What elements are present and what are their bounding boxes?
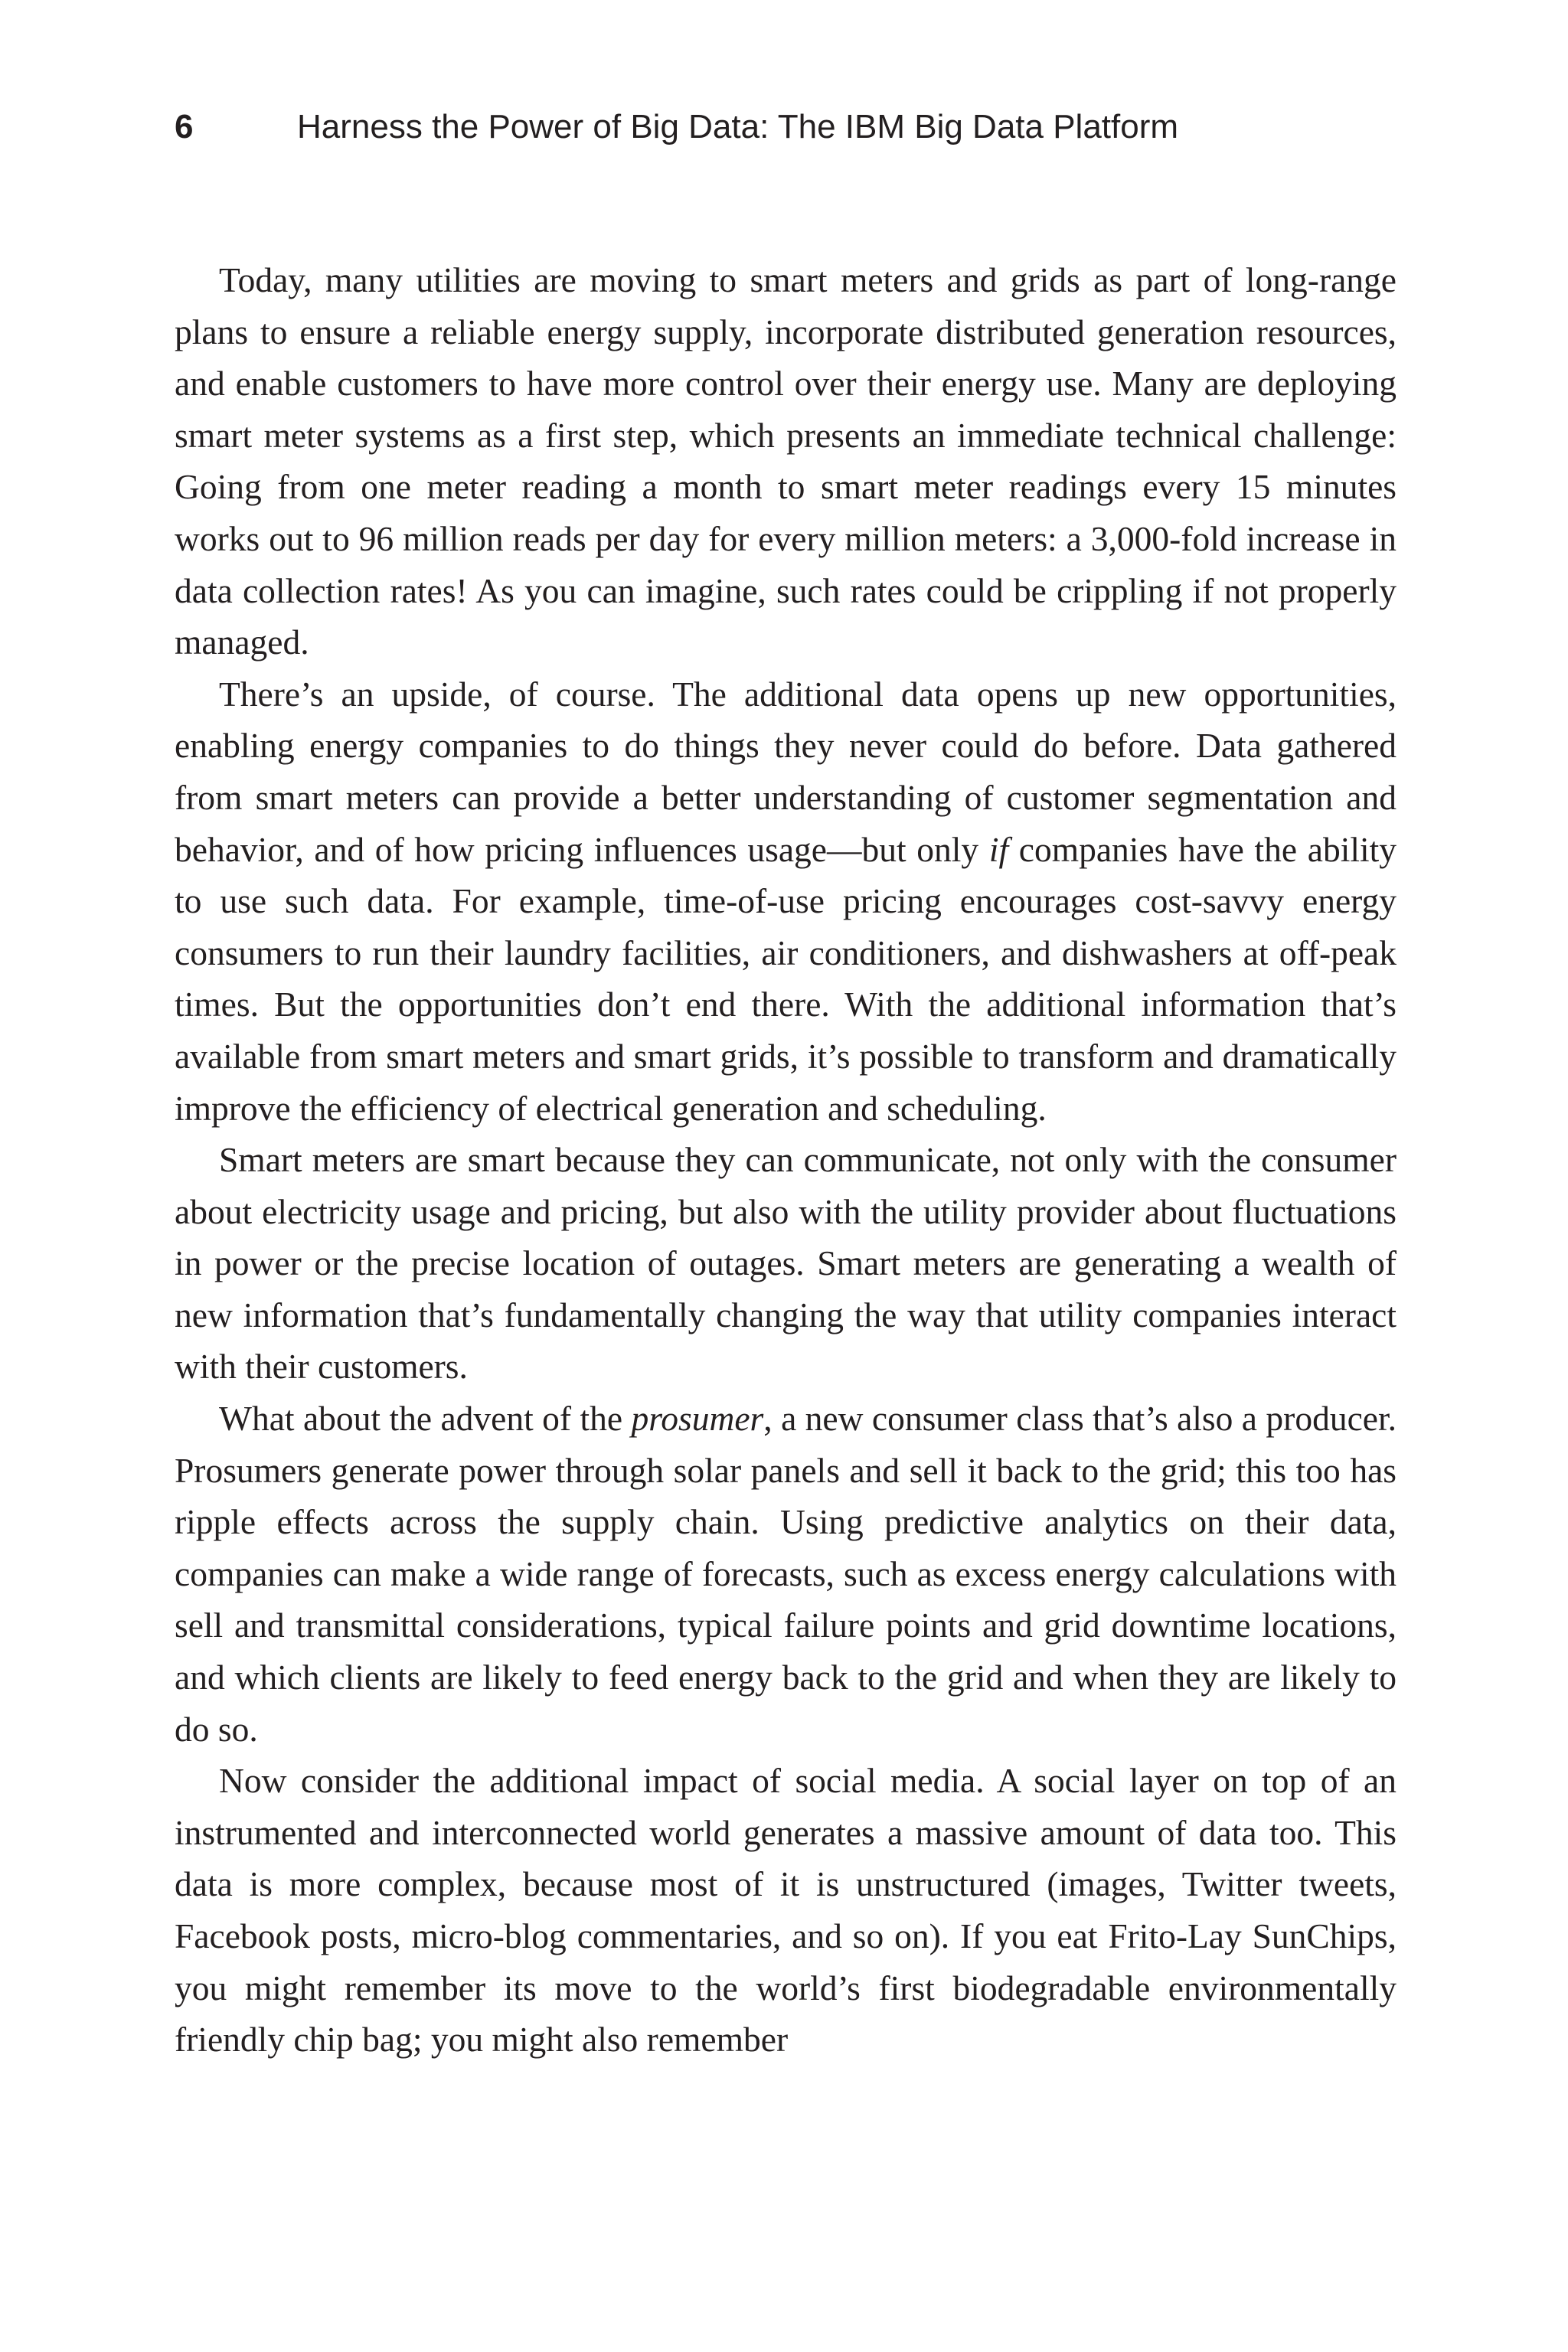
paragraph-social-media: Now consider the additional impact of social media. A social layer on top of an instrumented and interconnected world generates a massive amount of data too. This data is more complex, because most of it is unstructured (images, Twitter tweets, Facebook posts, micro-blog commentaries, and so on). If you eat Frito-Lay SunChips, you might remember its move to the world’s first biodegradable environmentally friendly chip bag; you might also remember: [175, 1761, 1396, 2060]
paragraph-prosumer: [175, 1393, 1396, 1755]
emphasis-prosumer: prosumer: [631, 1399, 764, 1439]
paragraph-upside-part1: There’s an upside, of course. The additional data opens up new opportunities, enabling energy companies to do things they never could do before. Data gathered from smart meters can provide a better understanding of customer segmentation and behavior, and of how pricing influences usage—but only: [175, 674, 1396, 869]
paragraph-upside-part2: companies have the ability to use such data. For example, time-of-use pricing encourages cost-savvy energy consumers to run their laundry facilities, air conditioners, and dishwashers at off-peak times. But the opportunities don’t end there. With the additional information that’s available from smart meters and smart grids, it’s possible to transform and dramatically improve the efficiency of electrical generation and scheduling.: [175, 829, 1397, 1128]
running-title: Harness the Power of Big Data: The IBM Big Data Platform: [297, 108, 1179, 145]
emphasis-if: if: [988, 829, 1009, 869]
paragraph-smart-meters-intro: Today, many utilities are moving to smart meters and grids as part of long-range plans to ensure a reliable energy supply, incorporate distributed generation resources, and enable customers to have more control over their energy use. Many are deploying smart meter systems as a first step, which presents an immediate technical challenge: Going from one meter reading a month to smart meter readings every 15 minutes works out to 96 million reads per day for every million meters: a 3,000-fold increase in data collection rates! As you can imagine, such rates could be crippling if not properly managed.: [175, 260, 1396, 662]
page-number: 6: [175, 108, 194, 145]
body-text: [175, 254, 1396, 2066]
paragraph-smart-communication: Smart meters are smart because they can communicate, not only with the consumer about electricity usage and pricing, but also with the utility provider about fluctuations in power or the precise location of outages. Smart meters are generating a wealth of new information that’s fundamentally changing the way that utility companies interact with their customers.: [175, 1140, 1396, 1387]
paragraph-prosumer-part1: What about the advent of the: [219, 1399, 632, 1439]
page-header: [175, 96, 1400, 158]
paragraph-upside: [175, 668, 1396, 1134]
paragraph-prosumer-part2: , a new consumer class that’s also a producer. Prosumers generate power through solar panels and sell it back to the grid; this too has ripple effects across the supply chain. Using predictive analytics on their data, companies can make a wide range of forecasts, such as excess energy calculations with sell and transmittal considerations, typical failure points and grid downtime locations, and which clients are likely to feed energy back to the grid and when they are likely to do so.: [175, 1399, 1396, 1749]
